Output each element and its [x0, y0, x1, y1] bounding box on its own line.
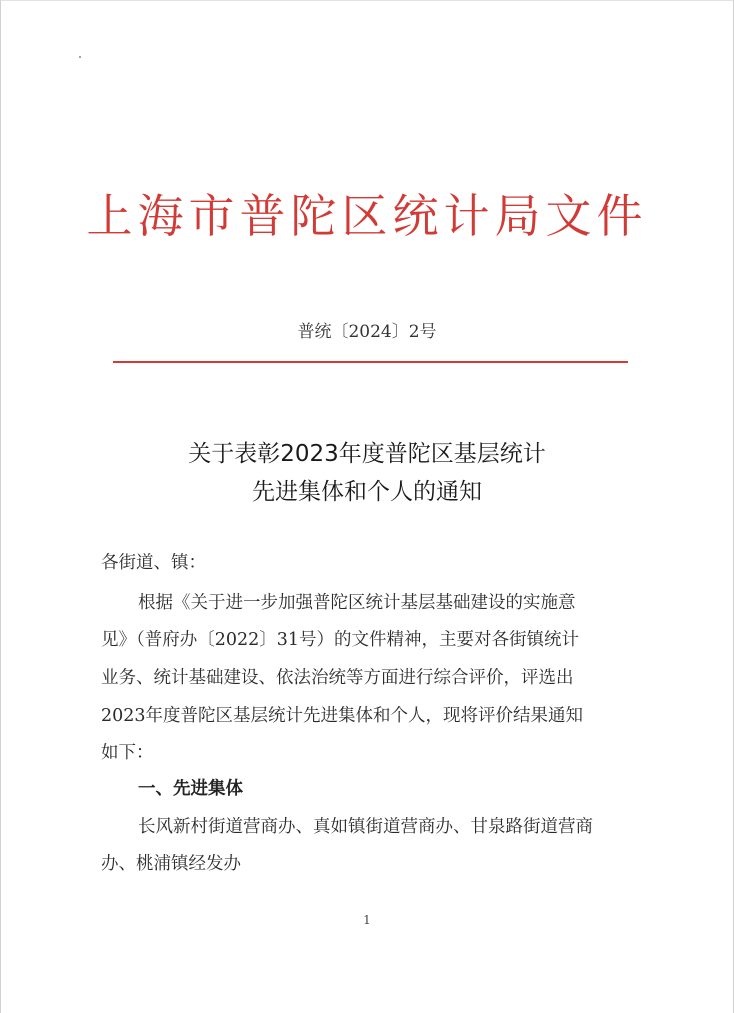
notice-title	[1, 435, 733, 511]
red-separator-line	[113, 361, 628, 363]
section1-line-2: 办、桃浦镇经发办	[101, 854, 241, 874]
scan-speck	[79, 56, 81, 58]
issuing-authority-title: 上海市普陀区统计局文件	[86, 189, 648, 243]
paragraph-line-1: 根据《关于进一步加强普陀区统计基层基础建设的实施意	[138, 593, 576, 613]
salutation: 各街道、镇：	[101, 553, 206, 573]
document-number: 普统〔2024〕2号	[297, 322, 437, 342]
page-number: 1	[363, 913, 371, 927]
paragraph-line-2: 见》（普府办〔2022〕31号）的文件精神，主要对各街镇统计	[101, 630, 580, 650]
notice-title-line-1: 关于表彰2023年度普陀区基层统计	[188, 441, 546, 467]
notice-title-line-2: 先进集体和个人的通知	[252, 479, 482, 505]
section1-line-1: 长风新村街道营商办、真如镇街道营商办、甘泉路街道营商	[138, 817, 593, 837]
paragraph-line-5: 如下：	[101, 743, 154, 763]
paragraph-line-3: 业务、统计基础建设、依法治统等方面进行综合评价，评选出	[101, 668, 574, 688]
paragraph-line-4: 2023年度普陀区基层统计先进集体和个人，现将评价结果通知	[101, 706, 584, 726]
section-heading-advanced-collectives: 一、先进集体	[138, 779, 243, 799]
